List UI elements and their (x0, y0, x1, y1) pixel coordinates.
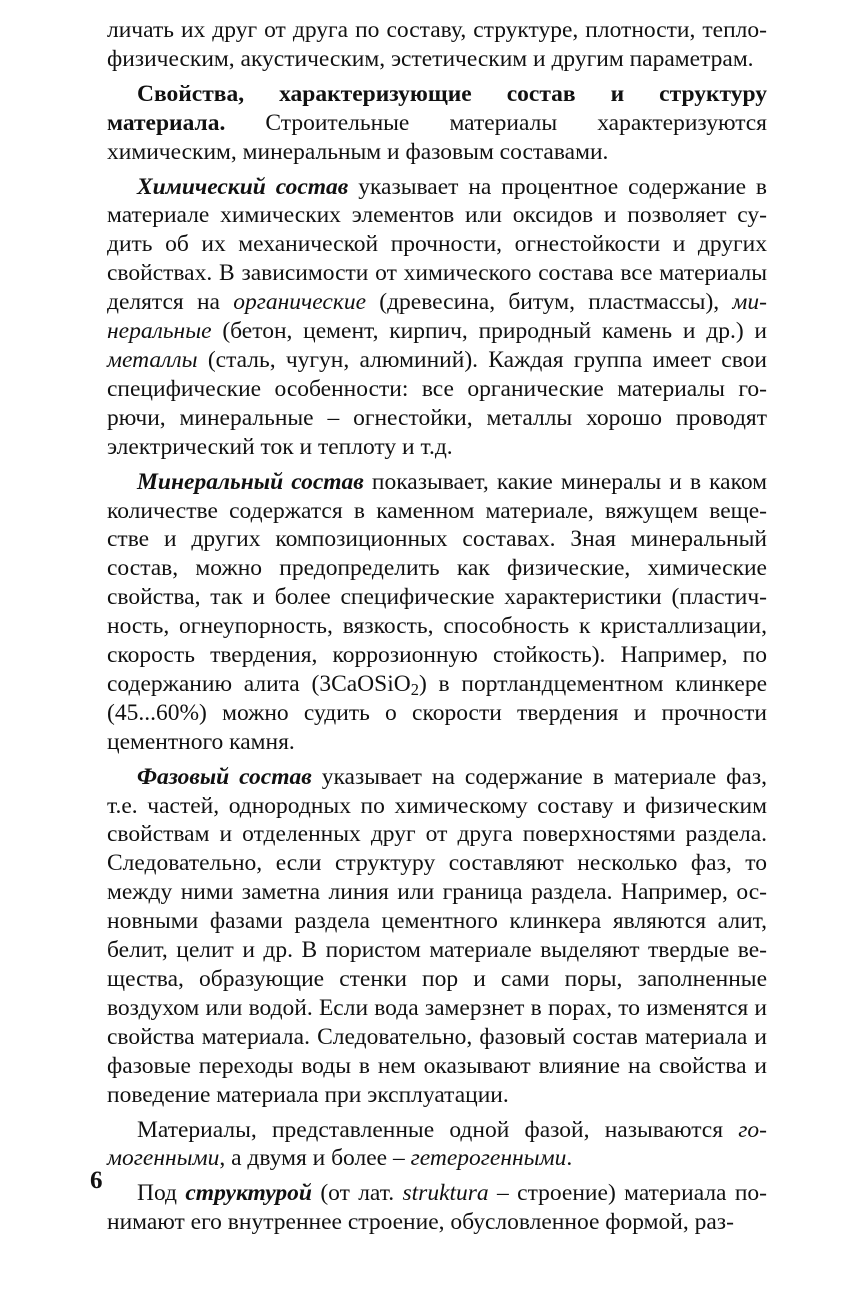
paragraph-text: ) в портландцементном клинкере (45...60%) можно судить о скорости твердения и прочности цементного камня. (107, 670, 767, 755)
paragraph-text: , а двумя и более – (219, 1145, 411, 1172)
paragraph-text: (древесина, битум, пластмассы), (366, 289, 733, 316)
paragraph-structure (107, 1179, 767, 1237)
paragraph-text: (сталь, чугун, алюминий). Каждая группа имеет свои специфические особенности: все органические материалы горючи, минеральные – огнестойки, металлы хорошо проводят электрический ток и теплоту и т.д. (107, 346, 767, 460)
italic-term: минеральные (107, 289, 767, 345)
paragraph-continuation (107, 16, 767, 74)
paragraph-text: показывает, какие минералы и в каком количестве содержатся в каменном материале, вяжущем веществе и других композиционных составах. Зная минеральный состав, можно предопределить как физические, химические свойства, так и более специфические характеристики (пластичность, огнеупорность, вязкость, способность к кристаллизации, скорость твердения, коррозионную стойкость). Например, по содержанию алита (3CaOSiO (107, 468, 768, 697)
italic-term: гетерогенными (410, 1145, 567, 1172)
page-number: 6 (90, 1167, 103, 1194)
paragraph-section-heading (107, 80, 767, 167)
paragraph-text: указывает на содержание в материале фаз, т.е. частей, однородных по химическому составу и физическим свойствам и отделенных друг от друга поверхностями раздела. Следовательно, если структуру составляют несколько фаз, то между ними заметна линия или граница раздела. Например, основными фазами раздела цементного клинкера являются алит, белит, целит и др. В пористом материале выделяют твердые вещества, образующие стенки пор и сами поры, заполненные воздухом или водой. Если вода замерзнет в порах, то изменятся и свойства материала. Следовательно, фазовый состав материала и фазовые переходы воды в нем оказывают влияние на свойства и поведение материала при эксплуатации. (107, 763, 767, 1108)
paragraph-chemical-composition (107, 173, 767, 462)
term-mineral-composition: Минеральный состав (137, 468, 364, 495)
paragraph-text: – строение) материала понимают его внутреннее строение, обусловленное формой, раз- (107, 1180, 767, 1236)
term-structure: структурой (185, 1180, 312, 1207)
paragraph-text: личать их друг от друга по составу, структуре, плотности, теплофизическим, акустическим, эстетическим и другим параметрам. (107, 17, 767, 72)
term-chemical-composition: Химический состав (137, 173, 349, 200)
paragraph-text: . (566, 1145, 573, 1172)
formula-subscript: 2 (410, 680, 419, 700)
italic-term: органические (233, 289, 366, 316)
italic-term: металлы (107, 346, 198, 373)
paragraph-text: (бетон, цемент, кирпич, природный камень и др.) и (211, 318, 767, 345)
paragraph-text: Под (137, 1180, 186, 1207)
paragraph-phase-composition (107, 763, 767, 1110)
body-text (107, 16, 767, 1237)
term-phase-composition: Фазовый состав (137, 763, 312, 790)
paragraph-text: Строительные материалы характеризуются химическим, минеральным и фазовым составами. (107, 109, 767, 165)
section-heading: Свойства, характеризующие состав и структуру материала. (107, 80, 767, 136)
paragraph-mineral-composition (107, 468, 767, 757)
paragraph-text: (от лат. (311, 1180, 403, 1207)
italic-term: гомогенными (107, 1116, 767, 1172)
italic-term: struktura (402, 1180, 489, 1207)
paragraph-text: указывает на процентное содержание в материале химических элементов или оксидов и позволяет судить об их механической прочности, огнестойкости и других свойствах. В зависимости от химического состава все материалы делятся на (107, 173, 768, 316)
paragraph-homogeneous (107, 1116, 767, 1174)
paragraph-text: Материалы, представленные одной фазой, называются (137, 1116, 739, 1143)
